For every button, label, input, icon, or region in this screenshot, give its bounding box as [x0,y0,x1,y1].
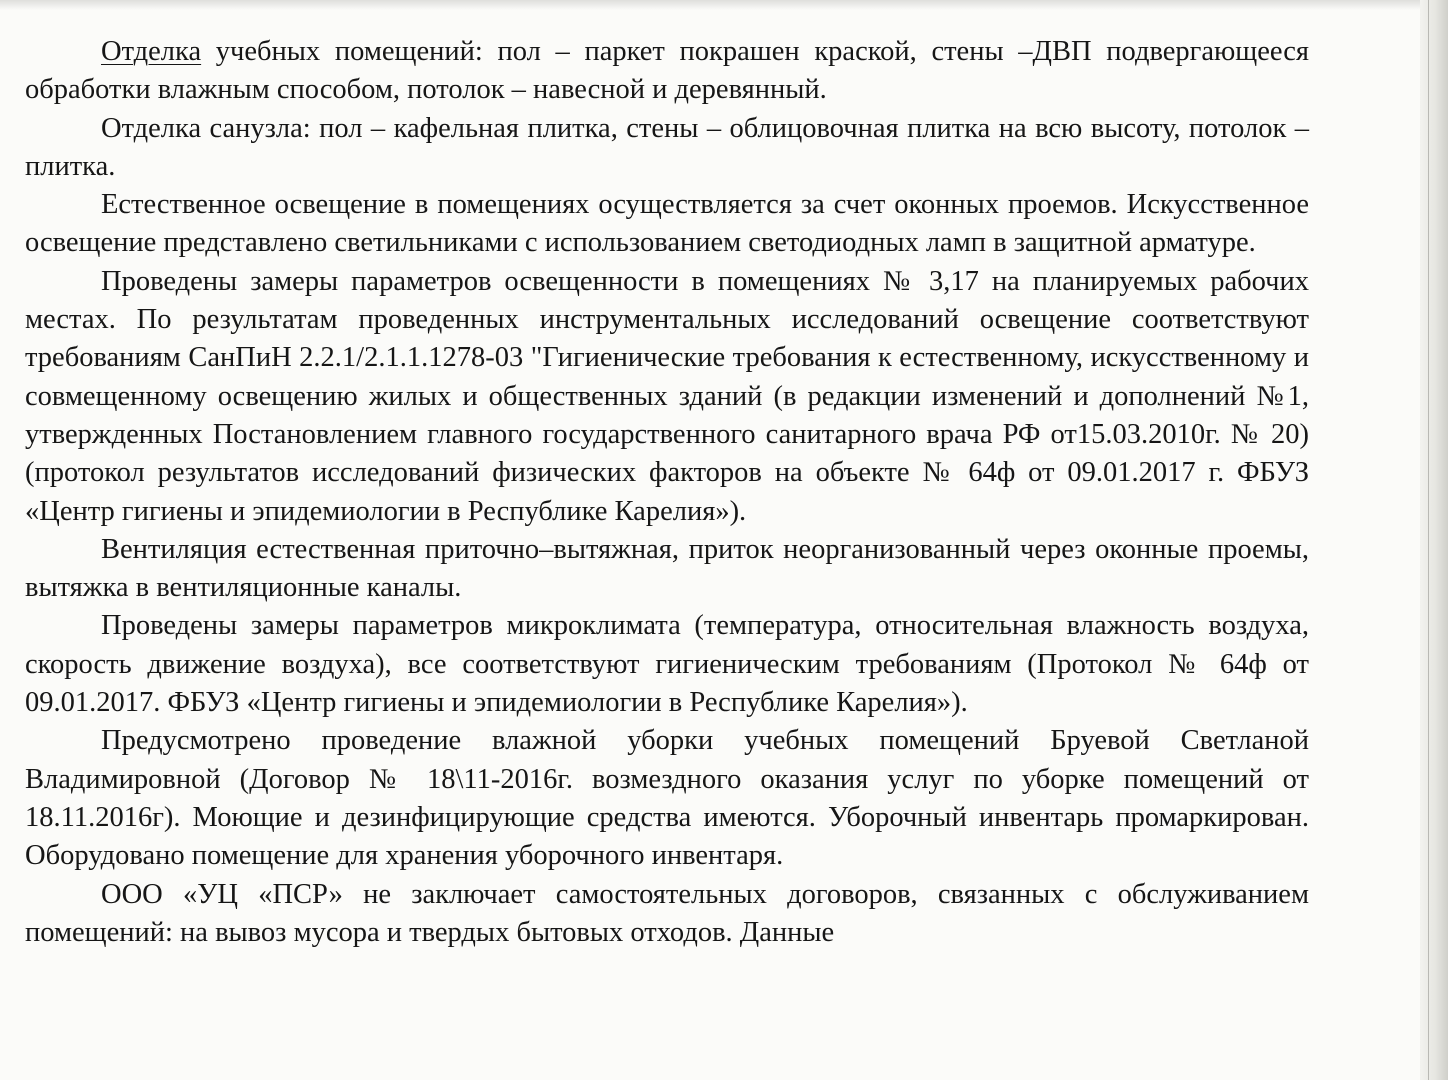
paragraph-text: Проведены замеры параметров микроклимата (температура, относительная влажность воздуха, скорость движение воздуха), все соответствуют гигиеническим требованиям (Протокол № 64ф от 09.01.2017. ФБУЗ «Центр гигиены и эпидемиологии в Республике Карелия»). [25,610,1309,719]
page-edge [1420,0,1448,1080]
scan-top-shadow [0,0,1420,10]
paragraph-text: ООО «УЦ «ПСР» не заключает самостоятельных договоров, связанных с обслуживанием помещений: на вывоз мусора и твердых бытовых отходов. Данные [25,878,1309,948]
underlined-heading-word: Отделка [101,36,202,67]
paragraph-cleaning [25,722,1309,875]
paragraph-lighting [25,186,1309,263]
paragraph-text: Естественное освещение в помещениях осуществляется за счет оконных проемов. Искусственное освещение представлено светильниками с использованием светодиодных ламп в защитной арматуре. [25,189,1309,259]
document-body [25,33,1309,952]
paragraph-text: Проведены замеры параметров освещенности в помещениях № 3,17 на планируемых рабочих местах. По результатам проведенных инструментальных исследований освещение соответствуют требованиям СанПиН 2.2.1/2.1.1.1278-03 "Гигиенические требования к естественному, искусственному и совмещенному освещению жилых и общественных зданий (в редакции изменений и дополнений №1, утвержденных Постановлением главного государственного санитарного врача РФ от15.03.2010г. № 20) (протокол результатов исследований физических факторов на объекте № 64ф от 09.01.2017 г. ФБУЗ «Центр гигиены и эпидемиологии в Республике Карелия»). [25,265,1309,527]
paragraph-text: Вентиляция естественная приточно–вытяжная, приток неорганизованный через оконные проемы, вытяжка в вентиляционные каналы. [25,533,1309,604]
paragraph-text: Отделка санузла: пол – кафельная плитка, стены – облицовочная плитка на всю высоту, потолок – плитка. [25,112,1309,182]
paragraph-text: Предусмотрено проведение влажной уборки учебных помещений Бруевой Светланой Владимировной (Договор № 18\11-2016г. возмездного оказания услуг по уборке помещений от 18.11.2016г). Моющие и дезинфицирующие средства имеются. Уборочный инвентарь промаркирован. Оборудовано помещение для хранения уборочного инвентаря. [25,725,1309,872]
paragraph-light-measurements [25,263,1309,531]
paragraph-contracts [25,876,1309,953]
paragraph-finishing-classrooms [25,33,1309,110]
paragraph-microclimate [25,607,1309,722]
paragraph-ventilation [25,531,1309,608]
paragraph-finishing-bathroom [25,110,1309,187]
paragraph-text: учебных помещений: пол – паркет покрашен краской, стены –ДВП подвергающееся обработки влажным способом, потолок – навесной и деревянный. [25,36,1309,106]
